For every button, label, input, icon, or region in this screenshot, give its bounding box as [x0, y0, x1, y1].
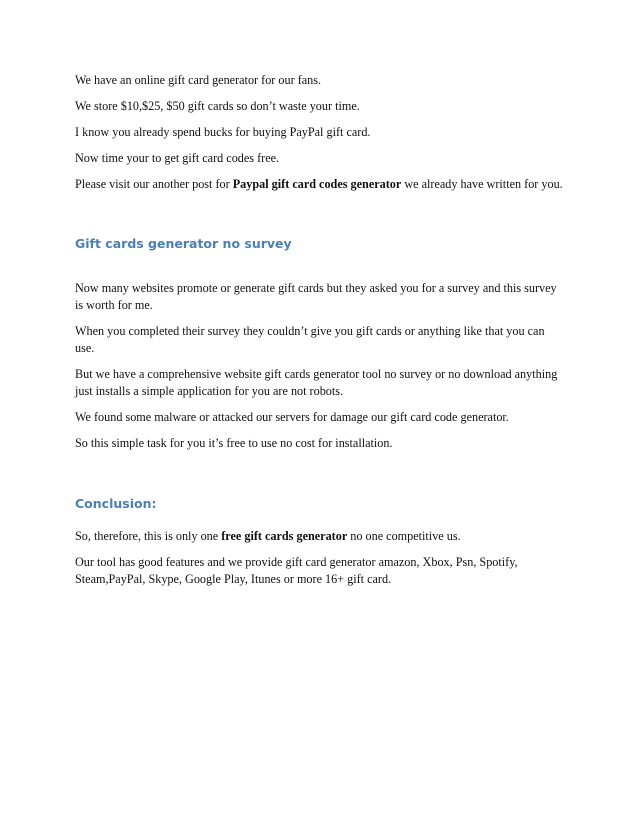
- document-body: [75, 72, 565, 597]
- intro-p5-text-after: we already have written for you.: [401, 177, 563, 191]
- section1-paragraph-5: So this simple task for you it’s free to use no cost for installation.: [75, 436, 393, 450]
- conclusion-p1-text-after: no one competitive us.: [347, 529, 461, 543]
- intro-paragraph-1: We have an online gift card generator for our fans.: [75, 73, 322, 87]
- conclusion-paragraph-2: Our tool has good features and we provide gift card generator amazon, Xbox, Psn, Spotify, Steam,PayPal, Skype, Google Play, Itunes or more 16+ gift card.: [75, 555, 518, 586]
- conclusion-p1-text-before: So, therefore, this is only one: [75, 529, 222, 543]
- section1-paragraph-1: Now many websites promote or generate gift cards but they asked you for a survey and this survey is worth for me.: [75, 281, 557, 312]
- conclusion-p1-bold-text: free gift cards generator: [221, 529, 348, 543]
- conclusion-paragraph-1: [75, 528, 565, 545]
- intro-paragraph-5: [75, 176, 565, 193]
- intro-p5-text-before: Please visit our another post for: [75, 177, 233, 191]
- section1-paragraph-4: We found some malware or attacked our servers for damage our gift card code generator.: [75, 410, 509, 424]
- section-heading-no-survey: Gift cards generator no survey: [75, 236, 292, 251]
- intro-paragraph-2: We store $10,$25, $50 gift cards so don’t waste your time.: [75, 99, 360, 113]
- section1-paragraph-2: When you completed their survey they couldn’t give you gift cards or anything like that you can use.: [75, 324, 545, 355]
- section1-paragraph-3: But we have a comprehensive website gift cards generator tool no survey or no download anything just installs a simple application for you are not robots.: [75, 367, 558, 398]
- intro-p5-bold-text: Paypal gift card codes generator: [232, 177, 402, 191]
- intro-paragraph-3: I know you already spend bucks for buying PayPal gift card.: [75, 125, 371, 139]
- section-heading-conclusion: Conclusion:: [75, 496, 157, 511]
- intro-paragraph-4: Now time your to get gift card codes free.: [75, 151, 280, 165]
